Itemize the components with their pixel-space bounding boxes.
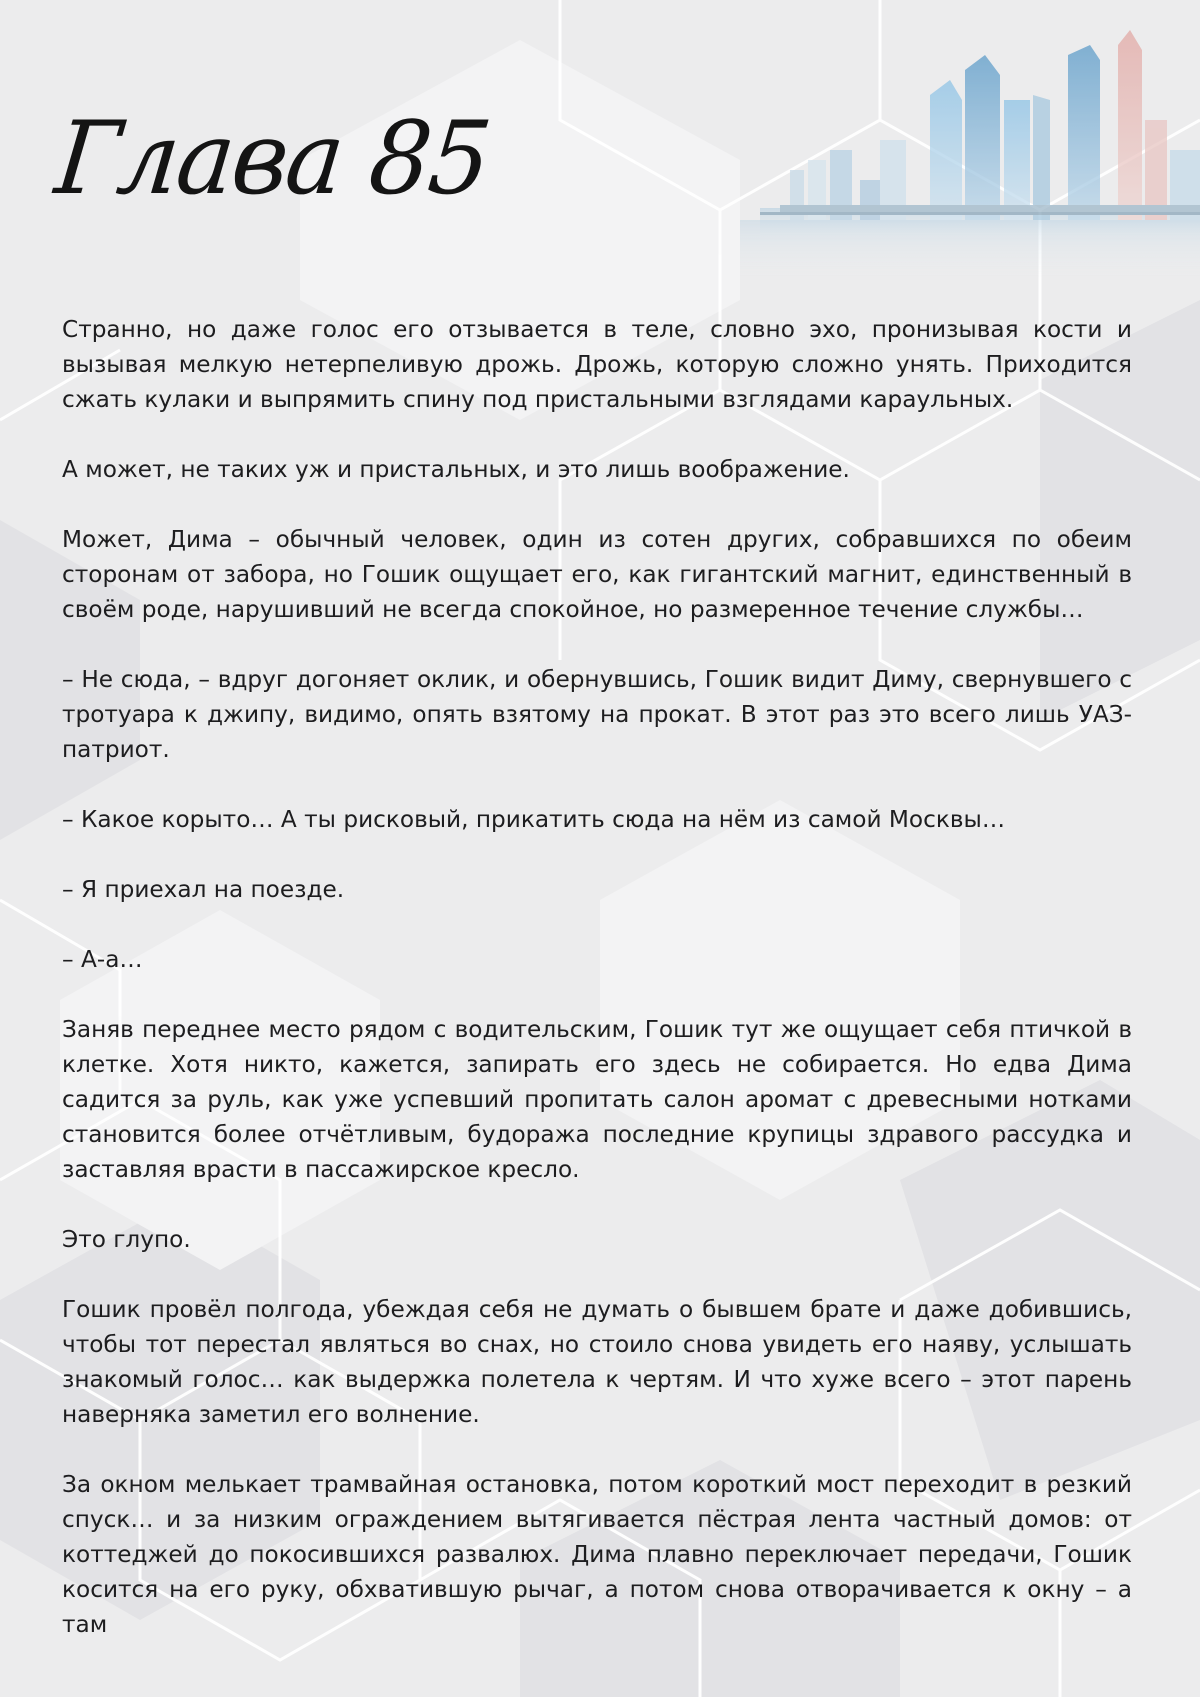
paragraph: – Не сюда, – вдруг догоняет оклик, и обернувшись, Гошик видит Диму, свернувшего с тротуара к джипу, видимо, опять взятому на прокат. В этот раз это всего лишь УАЗ-патриот. xyxy=(62,666,1132,763)
paragraph: Может, Дима – обычный человек, один из сотен других, собравшихся по обеим сторонам от забора, но Гошик ощущает его, как гигантский магнит, единственный в своём роде, нарушивший не всегда спокойное, но размеренное течение службы… xyxy=(62,526,1132,623)
paragraph: Странно, но даже голос его отзывается в теле, словно эхо, пронизывая кости и вызывая мелкую нетерпеливую дрожь. Дрожь, которую сложно унять. Приходится сжать кулаки и выпрямить спину под пристальными взглядами караульных. xyxy=(62,316,1132,413)
paragraph: – А-а… xyxy=(62,946,143,973)
paragraph: Гошик провёл полгода, убеждая себя не думать о бывшем брате и даже добившись, чтобы тот перестал являться во снах, но стоило снова увидеть его наяву, услышать знакомый голос… как выдержка полетела к чертям. И что хуже всего – этот парень наверняка заметил его волнение. xyxy=(62,1296,1132,1428)
chapter-title: Глава 85 xyxy=(50,99,495,218)
chapter-body xyxy=(62,312,1132,1642)
paragraph: Это глупо. xyxy=(62,1226,191,1253)
paragraph: Заняв переднее место рядом с водительским, Гошик тут же ощущает себя птичкой в клетке. Хотя никто, кажется, запирать его здесь не собирается. Но едва Дима садится за руль, как уже успевший пропитать салон аромат с древесными нотками становится более отчётливым, будоража последние крупицы здравого рассудка и заставляя врасти в пассажирское кресло. xyxy=(62,1016,1132,1183)
paragraph: – Какое корыто… А ты рисковый, прикатить сюда на нём из самой Москвы… xyxy=(62,806,1006,833)
paragraph: – Я приехал на поезде. xyxy=(62,876,345,903)
paragraph: А может, не таких уж и пристальных, и это лишь воображение. xyxy=(62,456,850,483)
paragraph: За окном мелькает трамвайная остановка, потом короткий мост переходит в резкий спуск… и за низким ограждением вытягивается пёстрая лента частный домов: от коттеджей до покосившихся развалюх. Дима плавно переключает передачи, Гошик косится на его руку, обхватившую рычаг, а потом снова отворачивается к окну – а там xyxy=(62,1471,1132,1638)
